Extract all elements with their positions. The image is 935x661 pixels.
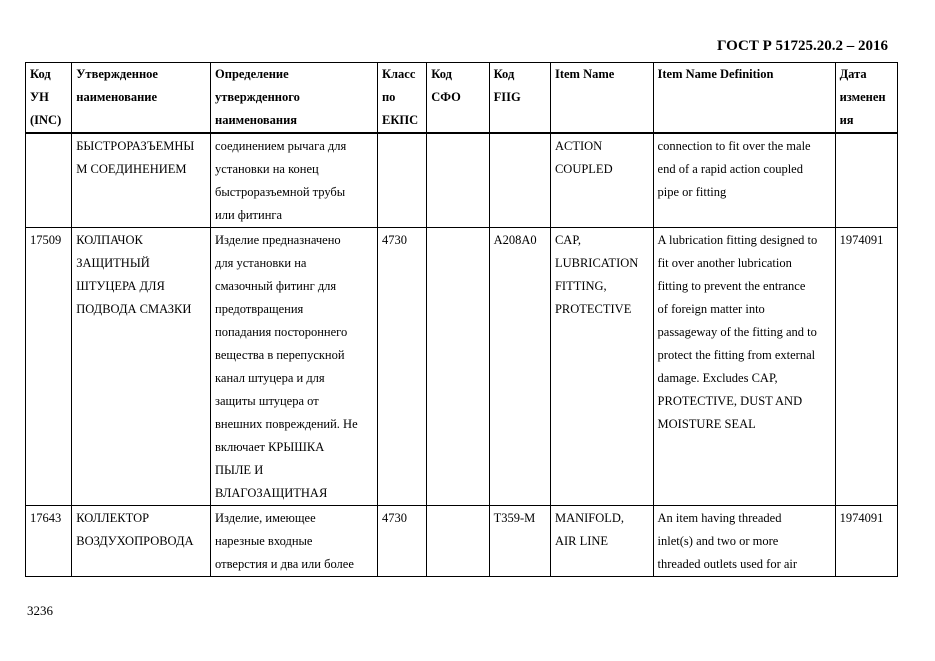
cell-line: ВОЗДУХОПРОВОДА <box>76 534 194 548</box>
cell-line: КОЛПАЧОК <box>76 233 143 247</box>
cell-line: ЗАЩИТНЫЙ <box>76 256 150 270</box>
cell-line: FITTING, <box>554 279 607 293</box>
col-header-fiig <box>489 63 550 134</box>
cell-line: быстроразъемной трубы <box>215 185 346 199</box>
cell-line: An item having threaded <box>657 511 782 525</box>
cell-date <box>835 228 897 506</box>
cell-line: отверстия и два или более <box>215 557 354 571</box>
cell-line: БЫСТРОРАЗЪЕМНЫ <box>76 139 195 153</box>
cell-line: pipe or fitting <box>657 185 727 199</box>
col-header-item-name <box>550 63 653 134</box>
cell-line: 1974091 <box>839 511 884 525</box>
cell-line: наименования <box>215 113 298 127</box>
cell-inc <box>26 506 72 577</box>
cell-line: Код <box>431 67 452 81</box>
cell-line: для установки на <box>215 256 307 270</box>
table-header-row <box>26 63 898 134</box>
cell-line: утвержденного <box>215 90 300 104</box>
cell-class <box>377 133 426 228</box>
cell-line: соединением рычага для <box>215 139 347 153</box>
cell-name <box>72 228 211 506</box>
cell-line: protect the fitting from external <box>657 348 816 362</box>
cell-line: of foreign matter into <box>657 302 765 316</box>
cell-line: М СОЕДИНЕНИЕМ <box>76 162 187 176</box>
cell-line: 1974091 <box>839 233 884 247</box>
cell-sfo <box>427 506 489 577</box>
cell-date <box>835 506 897 577</box>
cell-line: end of a rapid action coupled <box>657 162 803 176</box>
col-header-definition <box>211 63 378 134</box>
cell-line: MOISTURE SEAL <box>657 417 756 431</box>
col-header-name <box>72 63 211 134</box>
col-header-sfo <box>427 63 489 134</box>
cell-line: по <box>381 90 396 104</box>
cell-line: Изделие предназначено <box>215 233 341 247</box>
col-header-item-definition <box>653 63 835 134</box>
cell-line: Item Name Definition <box>657 67 774 81</box>
cell-fiig <box>489 228 550 506</box>
cell-line: или фитинга <box>215 208 283 222</box>
cell-line: УН <box>30 90 49 104</box>
cell-line: ПОДВОДА СМАЗКИ <box>76 302 192 316</box>
cell-line: 4730 <box>381 511 407 525</box>
cell-line: Код <box>30 67 51 81</box>
cell-inc <box>26 228 72 506</box>
cell-line: fitting to prevent the entrance <box>657 279 806 293</box>
cell-line: ия <box>839 113 854 127</box>
cell-fiig <box>489 506 550 577</box>
cell-line: A lubrication fitting designed to <box>657 233 818 247</box>
page-number: 3236 <box>27 603 53 618</box>
cell-item-definition <box>653 228 835 506</box>
cell-line: Определение <box>215 67 289 81</box>
cell-line: fit over another lubrication <box>657 256 792 270</box>
cell-line: попадания постороннего <box>215 325 348 339</box>
cell-line: Item Name <box>554 67 615 81</box>
cell-inc <box>26 133 72 228</box>
cell-line: предотвращения <box>215 302 304 316</box>
cell-line: Утвержденное <box>76 67 158 81</box>
document-code: ГОСТ Р 51725.20.2 – 2016 <box>716 38 888 54</box>
catalog-table <box>25 62 898 577</box>
cell-line: 4730 <box>381 233 407 247</box>
cell-sfo <box>427 228 489 506</box>
cell-line: СФО <box>431 90 461 104</box>
cell-line: threaded outlets used for air <box>657 557 798 571</box>
cell-line: FIIG <box>493 90 521 104</box>
cell-item-definition <box>653 506 835 577</box>
cell-line: connection to fit over the male <box>657 139 811 153</box>
cell-line: inlet(s) and two or more <box>657 534 779 548</box>
table-row <box>26 133 898 228</box>
cell-name <box>72 506 211 577</box>
cell-line: PROTECTIVE, DUST AND <box>657 394 803 408</box>
cell-item-definition <box>653 133 835 228</box>
cell-class <box>377 228 426 506</box>
cell-line: установки на конец <box>215 162 319 176</box>
cell-line: passageway of the fitting and to <box>657 325 817 339</box>
cell-line: LUBRICATION <box>554 256 639 270</box>
cell-line: CAP, <box>554 233 582 247</box>
cell-line: Дата <box>839 67 867 81</box>
cell-line: смазочный фитинг для <box>215 279 337 293</box>
cell-date <box>835 133 897 228</box>
cell-line: T359-M <box>493 511 536 525</box>
cell-line: ПЫЛЕ И <box>215 463 264 477</box>
cell-line: damage. Excludes CAP, <box>657 371 778 385</box>
col-header-date <box>835 63 897 134</box>
cell-line: Код <box>493 67 515 81</box>
cell-line: 17509 <box>30 233 62 247</box>
cell-sfo <box>427 133 489 228</box>
cell-definition <box>211 133 378 228</box>
col-header-inc <box>26 63 72 134</box>
col-header-class <box>377 63 426 134</box>
table-row <box>26 228 898 506</box>
cell-item-name <box>550 228 653 506</box>
cell-line: нарезные входные <box>215 534 313 548</box>
cell-item-name <box>550 506 653 577</box>
cell-line: включает КРЫШКА <box>215 440 325 454</box>
table-row <box>26 506 898 577</box>
cell-line: 17643 <box>30 511 62 525</box>
cell-line: MANIFOLD, <box>554 511 625 525</box>
cell-name <box>72 133 211 228</box>
cell-line: A208A0 <box>493 233 537 247</box>
cell-line: КОЛЛЕКТОР <box>76 511 150 525</box>
cell-line: защиты штуцера от <box>215 394 319 408</box>
cell-line: ШТУЦЕРА ДЛЯ <box>76 279 165 293</box>
cell-line: AIR LINE <box>554 534 609 548</box>
cell-line: Класс <box>381 67 416 81</box>
cell-line: ВЛАГОЗАЩИТНАЯ <box>215 486 328 500</box>
cell-line: (INC) <box>30 113 62 127</box>
cell-line: вещества в перепускной <box>215 348 345 362</box>
cell-definition <box>211 228 378 506</box>
cell-class <box>377 506 426 577</box>
cell-line: Изделие, имеющее <box>215 511 316 525</box>
cell-line: PROTECTIVE <box>554 302 632 316</box>
cell-line: изменен <box>839 90 886 104</box>
cell-line: внешних повреждений. Не <box>215 417 358 431</box>
cell-line: ЕКПС <box>381 113 419 127</box>
cell-line: канал штуцера и для <box>215 371 325 385</box>
cell-line: COUPLED <box>554 162 613 176</box>
cell-line: ACTION <box>554 139 603 153</box>
cell-fiig <box>489 133 550 228</box>
cell-definition <box>211 506 378 577</box>
cell-item-name <box>550 133 653 228</box>
cell-line: наименование <box>76 90 158 104</box>
